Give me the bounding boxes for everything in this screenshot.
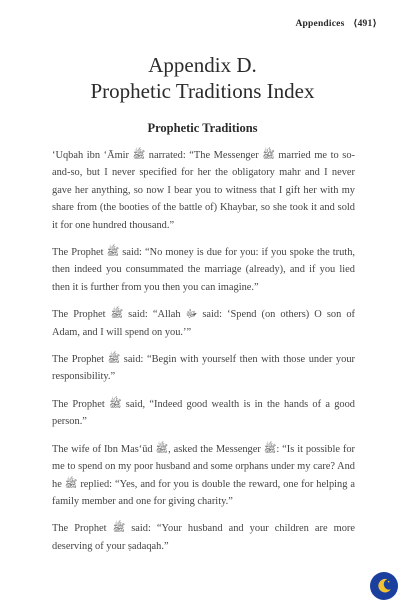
tradition-paragraph: The Prophet ﷺ said: “Begin with yourself then with those under your responsibility.” (52, 354, 355, 383)
traditions-list (52, 147, 355, 565)
title-line-1: Appendix D. (148, 53, 257, 77)
page-number: ⟨491⟩ (353, 19, 377, 29)
tradition-paragraph: The wife of Ibn Mas‘ūd ﷺ, asked the Messenger ﷺ: “Is it possible for me to spend on my poor husband and some orphans under my care? And he ﷺ replied: “Yes, and for you is double the reward, one for helping a family member and one for giving charity.” (52, 443, 355, 507)
tradition-paragraph: The Prophet ﷺ said, “Indeed good wealth is in the hands of a good person.” (52, 398, 355, 428)
title-line-2: Prophetic Traditions Index (90, 79, 315, 103)
night-mode-button[interactable] (370, 572, 398, 600)
moon-icon (375, 577, 393, 595)
section-heading: Prophetic Traditions (147, 121, 258, 135)
running-head (296, 18, 378, 29)
page-title (0, 52, 405, 104)
tradition-paragraph: The Prophet ﷺ said: “Allah ﷻ said: ‘Spend (on others) O son of Adam, and I will spend on you.’” (52, 309, 355, 338)
tradition-paragraph: The Prophet ﷺ said: “Your husband and your children are more deserving of your ṣadaqah.” (52, 523, 355, 552)
running-head-section: Appendices (295, 19, 345, 29)
tradition-paragraph: ‘Uqbah ibn ‘Āmir ﷺ narrated: “The Messenger ﷺ married me to so-and-so, but I never specified for her the obligatory mahr and I never gave her anything, so now I bear you to witness that I gift her with my share from (the booties of the battle of) Khaybar, so she took it and sold it for one hundred thousand.” (52, 150, 355, 231)
tradition-paragraph: The Prophet ﷺ said: “No money is due for you: if you spoke the truth, then indeed you consummated the marriage (already), and if you lied then it is further from you then you can imagine.” (52, 247, 355, 293)
